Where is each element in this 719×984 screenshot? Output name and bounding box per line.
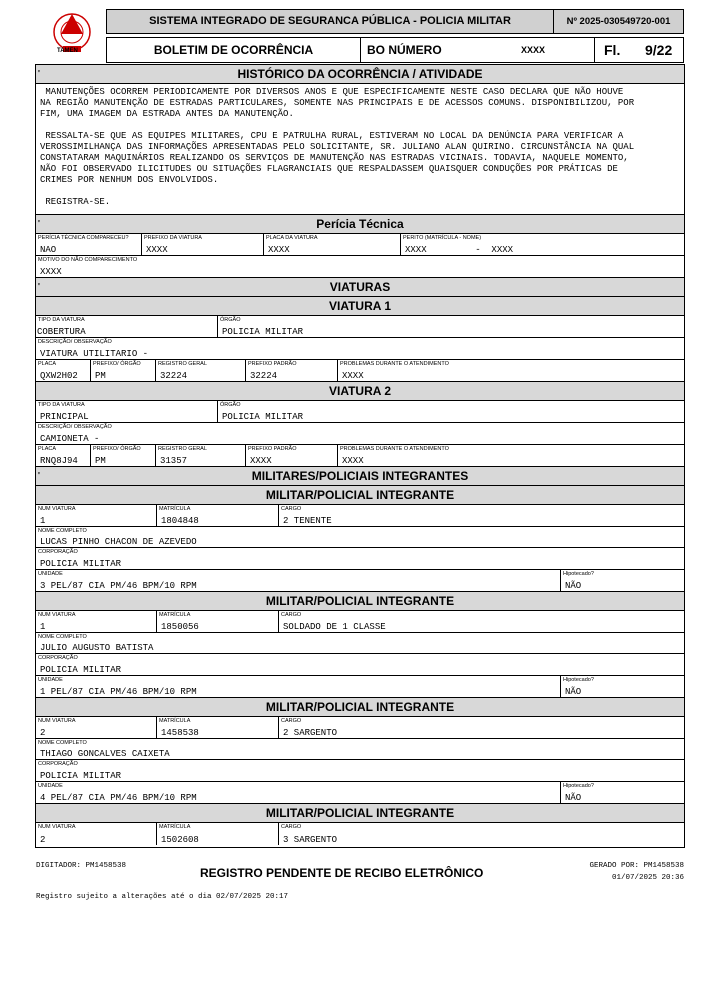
historico-title: HISTÓRICO DA OCORRÊNCIA / ATIVIDADE [237,67,483,81]
historico-section-header: ' HISTÓRICO DA OCORRÊNCIA / ATIVIDADE [36,65,684,84]
field-value: XXXX [268,245,290,255]
pericia-motivo-field [36,256,684,277]
field-value: POLICIA MILITAR [40,771,122,781]
militar-matricula-field [157,717,279,738]
field-value: 1804848 [161,516,199,526]
field-value: RNQ8J94 [40,456,78,466]
militar-row-ids [36,505,684,527]
viatura-placa-field [36,445,91,466]
militar-row-unidade [36,676,684,698]
viatura-registro-field [156,445,246,466]
field-label: ÓRGÃO [220,402,241,408]
field-label: UNIDADE [38,783,63,789]
field-label: NOME COMPLETO [38,740,87,746]
militar-hipotecado-field [561,676,684,697]
bo-number-label: BO NÚMERO [367,43,442,57]
field-value: NAO [40,245,57,255]
aviso-alteracoes: Registro sujeito a alterações até o dia 02/07/2025 20:17 [36,893,289,901]
militar-num-viatura-field [36,611,157,632]
field-value: NÃO [565,793,582,803]
field-label: CARGO [281,506,302,512]
field-value: VIATURA UTILITARIO - [40,349,149,359]
pericia-compareceu-field [36,234,142,255]
field-value: 1502608 [161,835,199,845]
field-label: NOME COMPLETO [38,634,87,640]
field-value: COBERTURA [37,327,86,337]
field-value: 1 [40,622,46,632]
militar-hipotecado-field [561,570,684,591]
militar-row-ids [36,611,684,633]
field-label: PREFIXO DA VIATURA [144,235,202,241]
viatura-2-header [36,382,684,401]
militar-row-unidade [36,782,684,804]
militar-cargo-field [279,505,684,526]
field-label: REGISTRO GERAL [158,361,207,367]
militar-cargo-field [279,611,684,632]
field-label: NUM VIATURA [38,612,76,618]
viatura-prefixo-field [91,445,156,466]
field-label: MOTIVO DO NÃO COMPARECIMENTO [38,257,138,263]
militar-hipotecado-field [561,782,684,803]
militar-header [36,698,684,717]
militar-row-nome [36,633,684,654]
field-value: 3 PEL/87 CIA PM/46 BPM/10 RPM [40,581,197,591]
page-indicator [594,38,683,62]
militar-header [36,592,684,611]
field-label: MATRÍCULA [159,824,191,830]
historico-line: MANUTENÇÕES OCORREM PERIODICAMENTE POR DIVERSOS ANOS E QUE ESPECIFICAMENTE NESTE CASO DECLARA QUE NÃO HOUVE [40,87,624,97]
field-label: PREFIXO/ ÓRGÃO [93,446,141,452]
historico-line: FIM, UMA IMAGEM DA ESTRADA ANTES DA MANUTENÇÃO. [40,109,294,119]
gerado-por: GERADO POR: PM1458538 [589,862,684,870]
viaturas-title: VIATURAS [329,280,391,294]
historico-line [40,186,634,197]
field-label: Hipotecado? [563,571,594,577]
militar-nome-field [36,633,684,653]
militar-header [36,486,684,505]
historico-text [40,87,634,208]
field-value: 1 PEL/87 CIA PM/46 BPM/10 RPM [40,687,197,697]
document-type: BOLETIM DE OCORRÊNCIA [107,38,361,62]
brasao-text: TAMEN [57,48,78,54]
bo-number-value: XXXX [521,45,546,55]
field-label: NUM VIATURA [38,506,76,512]
militar-row-nome [36,527,684,548]
viatura-orgao-field [218,401,684,422]
field-value: 1 [40,516,46,526]
system-title: SISTEMA INTEGRADO DE SEGURANCA PÚBLICA - POLICIA MILITAR [107,10,554,33]
historico-text-block [36,84,684,215]
field-value: 2 TENENTE [283,516,332,526]
brasao-logo [50,10,94,60]
field-value: NÃO [565,687,582,697]
viatura-descricao-field [36,423,684,444]
viatura-problemas-field [338,445,684,466]
militar-num-viatura-field [36,505,157,526]
militar-row-corporacao [36,760,684,782]
viatura-2-row-placa [36,445,684,467]
historico-line: REGISTRA-SE. [40,197,111,207]
militar-corporacao-field [36,548,684,569]
field-label: TIPO DA VIATURA [38,402,85,408]
system-header [106,9,684,34]
militar-row-corporacao [36,654,684,676]
field-value: SOLDADO DE 1 CLASSE [283,622,386,632]
gerado-em: 01/07/2025 20:36 [611,874,684,882]
field-value: CAMIONETA - [40,434,100,444]
militar-nome-field [36,527,684,547]
pericia-title: Perícia Técnica [316,217,404,231]
field-label: NUM VIATURA [38,718,76,724]
field-label: Hipotecado? [563,677,594,683]
field-label: ÓRGÃO [220,317,241,323]
field-value: POLICIA MILITAR [222,327,304,337]
field-label: Hipotecado? [563,783,594,789]
viatura-2-row-tipo [36,401,684,423]
militar-row-corporacao [36,548,684,570]
field-label: CARGO [281,612,302,618]
militar-row-nome [36,739,684,760]
viatura-problemas-field [338,360,684,381]
field-value: 32224 [250,371,278,381]
militar-row-ids [36,823,684,845]
historico-line: NÃO FOI OBSERVADO ILICITUDES OU SITUAÇÕES FLAGRANCIAIS QUE RESPALDASSEM QUAISQUER CONDUÇÕES POR PRÁTICAS DE [40,164,618,174]
field-label: MATRÍCULA [159,612,191,618]
field-label: REGISTRO GERAL [158,446,207,452]
militar-cargo-field [279,823,684,845]
field-label: DESCRIÇÃO/ OBSERVAÇÃO [38,424,112,430]
militar-unidade-field [36,782,561,803]
historico-line: RESSALTA-SE QUE AS EQUIPES MILITARES, CPU E PATRULHA RURAL, ESTIVERAM NO LOCAL DA DENÚNCIA PARA VERIFICAR A [40,131,624,141]
viatura-1-row-descricao [36,338,684,360]
militares-title: MILITARES/POLICIAIS INTEGRANTES [251,469,469,483]
field-label: UNIDADE [38,677,63,683]
viatura-1-row-tipo [36,316,684,338]
field-value: 2 SARGENTO [283,728,338,738]
field-label: PLACA DA VIATURA [266,235,318,241]
page-number: 9/22 [645,42,673,58]
field-label: NOME COMPLETO [38,528,87,534]
field-label: PREFIXO PADRÃO [248,446,297,452]
field-label: NUM VIATURA [38,824,76,830]
viatura-title: VIATURA 2 [328,384,391,398]
field-label: CORPORAÇÃO [38,549,78,555]
field-value: QXW2H02 [40,371,78,381]
viatura-1-row-placa [36,360,684,382]
field-value: 3 SARGENTO [283,835,338,845]
field-label: MATRÍCULA [159,506,191,512]
militar-matricula-field [157,611,279,632]
field-value: POLICIA MILITAR [40,665,122,675]
field-value: 2 [40,835,46,845]
field-value: PRINCIPAL [40,412,89,422]
militar-matricula-field [157,823,279,845]
field-value: 4 PEL/87 CIA PM/46 BPM/10 RPM [40,793,197,803]
militar-title: MILITAR/POLICIAL INTEGRANTE [265,700,455,714]
viatura-1-header [36,297,684,316]
viatura-placa-field [36,360,91,381]
report-body [35,64,685,848]
field-label: MATRÍCULA [159,718,191,724]
field-label: PERITO (MATRÍCULA - NOME) [403,235,482,241]
field-value: 32224 [160,371,188,381]
field-label: TIPO DA VIATURA [38,317,85,323]
field-value: PM [95,371,106,381]
document-number: Nº 2025-030549720-001 [566,16,671,27]
field-value: XXXX [250,456,272,466]
viatura-registro-field [156,360,246,381]
field-value: 1458538 [161,728,199,738]
viatura-prefixo-field [91,360,156,381]
field-value: JULIO AUGUSTO BATISTA [40,643,154,653]
field-label: PLACA [38,446,57,452]
field-value: LUCAS PINHO CHACON DE AZEVEDO [40,537,197,547]
field-value: THIAGO GONCALVES CAIXETA [40,749,170,759]
viatura-prefixo-padrao-field [246,445,338,466]
viatura-title: VIATURA 1 [328,299,391,313]
historico-line [40,120,634,131]
pericia-placa-field [264,234,401,255]
field-value: POLICIA MILITAR [222,412,304,422]
pericia-row [36,234,684,256]
field-label: CARGO [281,824,302,830]
field-label: CORPORAÇÃO [38,655,78,661]
militar-num-viatura-field [36,823,157,845]
page-label: Fl. [604,42,621,58]
field-value: 2 [40,728,46,738]
field-value: PM [95,456,106,466]
viatura-prefixo-padrao-field [246,360,338,381]
field-label: UNIDADE [38,571,63,577]
historico-line: CONSTATARAM MAQUINÁRIOS REALIZANDO OS SERVIÇOS DE MANUTENÇÃO NAS ESTRADAS VICINAIS. TODAVIA, NAQUELE MOMENTO, [40,153,629,163]
field-value: NÃO [565,581,582,591]
field-label: CARGO [281,718,302,724]
digitador: DIGITADOR: PM1458538 [36,862,127,870]
militar-corporacao-field [36,760,684,781]
historico-line: NA REGIÃO MANUTENÇÃO DE ESTRADAS PARTICULARES, SOMENTE NAS PRINCIPAIS E DE ACESSOS COMUNS. DISPONIBILIZOU, POR [40,98,635,108]
militar-title: MILITAR/POLICIAL INTEGRANTE [265,806,455,820]
militar-matricula-field [157,505,279,526]
field-value: XXXX [342,371,364,381]
militar-title: MILITAR/POLICIAL INTEGRANTE [265,488,455,502]
militar-unidade-field [36,570,561,591]
registro-status: REGISTRO PENDENTE DE RECIBO ELETRÔNICO [200,866,484,880]
field-value: XXXX [342,456,364,466]
militar-cargo-field [279,717,684,738]
field-label: PROBLEMAS DURANTE O ATENDIMENTO [340,446,449,452]
viatura-tipo-field [36,316,218,337]
field-value: XXXX [40,267,62,277]
militar-nome-field [36,739,684,759]
field-label: PERÍCIA TÉCNICA COMPARECEU? [38,235,129,241]
pericia-prefixo-field [142,234,264,255]
field-label: DESCRIÇÃO/ OBSERVAÇÃO [38,339,112,345]
historico-line: VEROSSIMILHANÇA DAS INFORMAÇÕES APRESENTADAS PELO SOLICITANTE, SR. JULIANO ALAN QUIRINO. CIRCUNSTÂNCIA NA QUAL [40,142,635,152]
viatura-tipo-field [36,401,218,422]
viatura-orgao-field [218,316,684,337]
field-label: PLACA [38,361,57,367]
militar-unidade-field [36,676,561,697]
field-value: XXXX - XXXX [405,245,514,255]
document-header [106,37,684,63]
field-value: 1850056 [161,622,199,632]
field-value: XXXX [146,245,168,255]
field-label: PREFIXO PADRÃO [248,361,297,367]
militar-corporacao-field [36,654,684,675]
field-value: POLICIA MILITAR [40,559,122,569]
viaturas-section-header: ' VIATURAS [36,278,684,297]
field-value: 31357 [160,456,188,466]
field-label: PREFIXO/ ÓRGÃO [93,361,141,367]
viatura-2-row-descricao [36,423,684,445]
pericia-perito-field [401,234,684,255]
militar-row-ids [36,717,684,739]
viatura-descricao-field [36,338,684,359]
field-label: PROBLEMAS DURANTE O ATENDIMENTO [340,361,449,367]
historico-line: CRIMES POR NENHUM DOS ENVOLVIDOS. [40,175,219,185]
pericia-section-header: ' Perícia Técnica [36,215,684,234]
militar-header [36,804,684,823]
militar-num-viatura-field [36,717,157,738]
field-label: CORPORAÇÃO [38,761,78,767]
militares-section-header: ' MILITARES/POLICIAIS INTEGRANTES [36,467,684,486]
militar-title: MILITAR/POLICIAL INTEGRANTE [265,594,455,608]
pericia-motivo-row [36,256,684,278]
militar-row-unidade [36,570,684,592]
